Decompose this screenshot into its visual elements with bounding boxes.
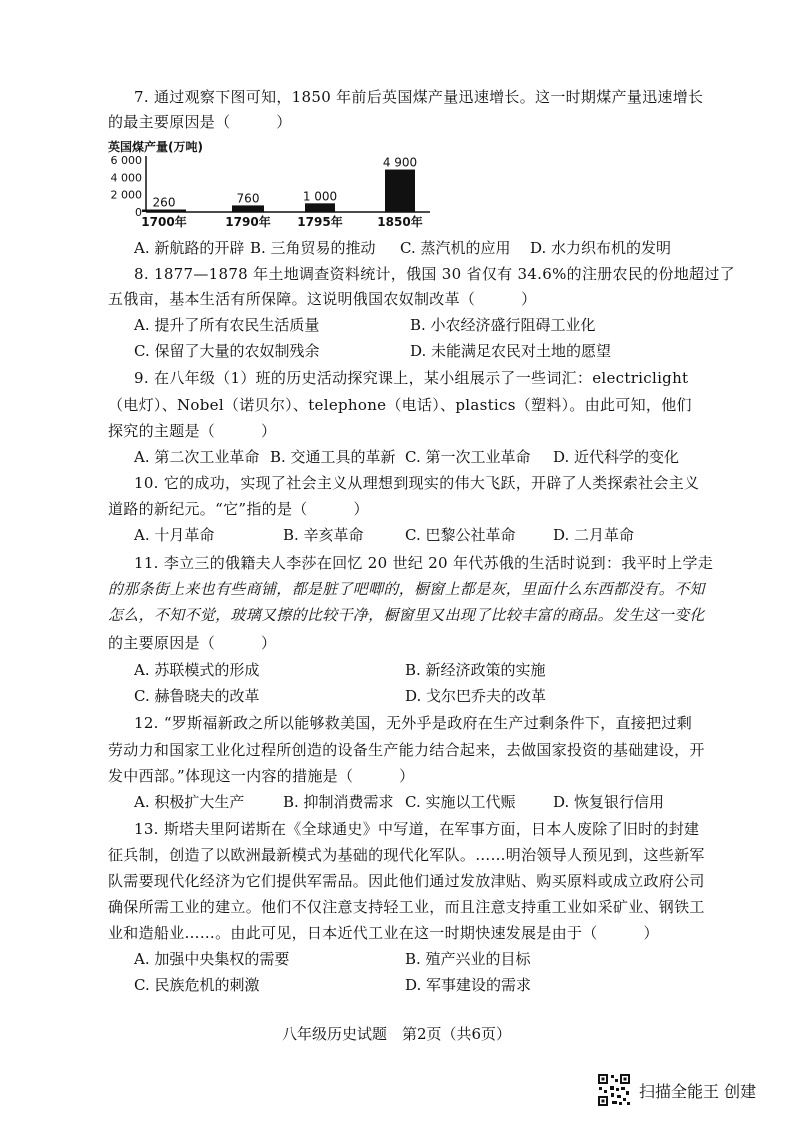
q7-option-a: A. 新航路的开辟 [134,239,245,257]
y-tick-label: 6 000 [110,154,142,167]
q13-stem-line3: 队需要现代化经济为它们提供军需品。因此他们通过发放津贴、购买原料或成立政府公司 [108,872,705,890]
q9-stem-line3: 探究的主题是（ ） [108,422,277,440]
q12-option-c: C. 实施以工代赈 [405,793,516,811]
q9-stem-line1: 9. 在八年级（1）班的历史活动探究课上，某小组展示了一些词汇：electriclight [134,369,689,387]
scanner-watermark [597,1073,777,1109]
watermark-text: 扫描全能王 创建 [639,1082,757,1101]
q11-stem-line3: 怎么，不知不觉，玻璃又擦的比较干净，橱窗里又出现了比较丰富的商品。发生这一变化 [108,606,705,624]
q9-option-b: B. 交通工具的革新 [270,448,396,466]
q11-option-a: A. 苏联模式的形成 [134,661,260,679]
y-tick-label: 2 000 [110,188,142,202]
q7-option-b: B. 三角贸易的推动 [250,239,376,257]
qr-code-icon [597,1073,631,1107]
q13-option-a: A. 加强中央集权的需要 [134,950,290,968]
coal-output-chart [108,138,438,230]
q7-stem-line1: 7. 通过观察下图可知，1850 年前后英国煤产量迅速增长。这一时期煤产量迅速增长 [134,88,704,106]
q13-stem-line4: 确保所需工业的建立。他们不仅注意支持轻工业，而且注意支持重工业如采矿业、钢铁工 [108,898,705,916]
q13-option-d: D. 军事建设的需求 [405,976,532,994]
q11-stem-line1: 11. 李立三的俄籍夫人李莎在回忆 20 世纪 20 年代苏俄的生活时说到：我平时上学走 [134,554,714,572]
q10-stem-line1: 10. 它的成功，实现了社会主义从理想到现实的伟大飞跃，开辟了人类探索社会主义 [134,474,700,492]
q8-option-b: B. 小农经济盛行阻碍工业化 [410,316,596,334]
q13-option-b: B. 殖产兴业的目标 [405,950,531,968]
bar-1790年 [232,205,264,212]
q13-option-c: C. 民族危机的刺激 [134,976,260,994]
q7-option-d: D. 水力织布机的发明 [530,239,672,257]
q9-stem-line2: （电灯）、Nobel（诺贝尔）、telephone（电话）、plastics（塑料）。由此可知，他们 [108,396,692,414]
q12-stem-line3: 发中西部。”体现这一内容的措施是（ ） [108,767,415,785]
q13-stem-line1: 13. 斯塔夫里阿诺斯在《全球通史》中写道，在军事方面，日本人废除了旧时的封建 [134,820,700,838]
q12-option-d: D. 恢复银行信用 [553,793,665,811]
y-tick-label: 0 [135,206,142,219]
q9-option-c: C. 第一次工业革命 [405,448,531,466]
x-tick-label: 1790年 [225,215,271,229]
x-tick-label: 1700年 [141,215,187,229]
bar-value-label: 1 000 [302,189,338,204]
q9-option-d: D. 近代科学的变化 [553,448,680,466]
q11-stem-line4: 的主要原因是（ ） [108,634,277,652]
q8-stem-line1: 8. 1877—1878 年土地调查资料统计，俄国 30 省仅有 34.6%的注册农民的份地超过了 [134,265,735,283]
bar-1795年 [305,203,335,212]
q10-option-a: A. 十月革命 [134,526,215,544]
q7-option-c: C. 蒸汽机的应用 [400,239,511,257]
q8-option-c: C. 保留了大量的农奴制残余 [134,342,320,360]
bar-1700年 [142,210,186,213]
x-tick-label: 1850年 [377,215,423,229]
q10-option-b: B. 辛亥革命 [283,526,364,544]
q11-option-c: C. 赫鲁晓夫的改革 [134,687,260,705]
page-footer: 八年级历史试题 第2页（共6页） [281,1025,512,1043]
y-tick-label: 4 000 [110,171,142,185]
q10-option-d: D. 二月革命 [553,526,635,544]
x-tick-label: 1795年 [297,215,343,229]
q12-option-b: B. 抑制消费需求 [283,793,394,811]
q8-stem-line2: 五俄亩，基本生活有所保障。这说明俄国农奴制改革（ ） [108,290,537,308]
q8-option-d: D. 未能满足农民对土地的愿望 [410,342,612,360]
chart-title: 英国煤产量(万吨) [108,140,203,154]
q11-stem-line2: 的那条街上来也有些商铺，都是脏了吧唧的，橱窗上都是灰，里面什么东西都没有。不知 [108,580,705,598]
q12-option-a: A. 积极扩大生产 [134,793,245,811]
q9-option-a: A. 第二次工业革命 [134,448,260,466]
bar-value-label: 260 [152,195,176,210]
bar-1850年 [385,170,415,212]
q10-option-c: C. 巴黎公社革命 [405,526,516,544]
q11-option-d: D. 戈尔巴乔夫的改革 [405,687,547,705]
q7-stem-line2: 的最主要原因是（ ） [108,113,292,131]
q12-stem-line1: 12. “罗斯福新政之所以能够救美国，无外乎是政府在生产过剩条件下，直接把过剩 [134,714,692,732]
q11-option-b: B. 新经济政策的实施 [405,661,546,679]
chart-svg [108,138,438,230]
bar-value-label: 760 [236,191,260,206]
q13-stem-line2: 征兵制，创造了以欧洲最新模式为基础的现代化军队。……明治领导人预见到，这些新军 [108,846,705,864]
q8-option-a: A. 提升了所有农民生活质量 [134,316,320,334]
bar-value-label: 4 900 [382,155,418,170]
q12-stem-line2: 劳动力和国家工业化过程所创造的设备生产能力结合起来，去做国家投资的基础建设，开 [108,741,705,759]
q10-stem-line2: 道路的新纪元。“它”指的是（ ） [108,500,369,518]
q13-stem-line5: 业和造船业……。由此可见，日本近代工业在这一时期快速发展是由于（ ） [108,924,659,942]
